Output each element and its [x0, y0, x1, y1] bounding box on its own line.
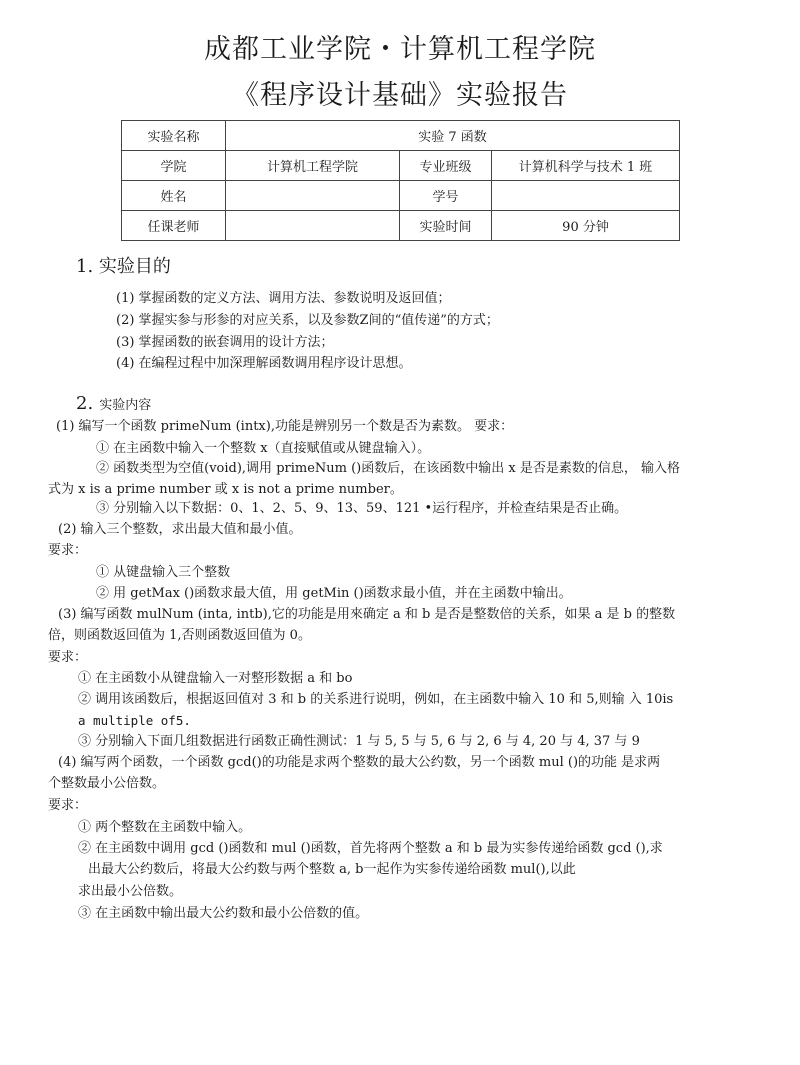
section-2-heading	[76, 392, 151, 418]
task-line: 式为 x is a prime number 或 x is not a prime number。	[48, 482, 403, 497]
task-line: ② 在主函数中调用 gcd ()函数和 mul ()函数，首先将两个整数 a 和 b 最为实参传递给函数 gcd (),求	[78, 841, 663, 856]
task-line: (2) 输入三个整数，求出最大值和最小值。	[58, 522, 302, 537]
task-line: ① 在主函数中输入一个整数 x（直接赋值或从键盘输入）。	[96, 441, 431, 456]
task-line: ③ 在主函数中输出最大公约数和最小公倍数的值。	[78, 906, 369, 921]
task-line: ② 用 getMax ()函数求最大值，用 getMin ()函数求最小值，并在主函数中输出。	[96, 586, 572, 601]
report-title-institution: 成都工业学院・计算机工程学院	[204, 34, 596, 65]
task-line: ① 在主函数小从键盘输入一对整形数据 a 和 bo	[78, 671, 353, 686]
name-value	[226, 181, 400, 211]
name-label: 姓名	[122, 181, 226, 211]
section-2-title: 实验内容	[99, 398, 152, 413]
task-line: (3) 编写函数 mulNum (inta, intb),它的功能是用來确定 a 和 b 是否是整数倍的关系，如果 a 是 b 的整数	[58, 607, 676, 622]
task-line: 求出最小公倍数。	[78, 884, 183, 899]
table-row	[122, 181, 680, 211]
teacher-label: 任课老师	[122, 211, 226, 241]
task-line: 出最大公约数后，将最大公约数与两个整数 a, b一起作为实参传递给函数 mul(),以此	[88, 862, 576, 877]
table-row	[122, 211, 680, 241]
id-value	[492, 181, 680, 211]
task-line: ① 从键盘输入三个整数	[96, 565, 231, 580]
task-line: a multiple of5.	[78, 713, 191, 728]
exp-name-value: 实验 7 函数	[226, 121, 680, 151]
task-line: (4) 编写两个函数，一个函数 gcd()的功能是求两个整数的最大公约数，另一个函数 mul ()的功能 是求两	[58, 755, 661, 770]
report-title-course: 《程序设计基础》实验报告	[232, 80, 568, 111]
task-line: ① 两个整数在主函数中输入。	[78, 820, 252, 835]
objective-item: (1) 掌握函数的定义方法、调用方法、参数说明及返回值；	[116, 291, 451, 306]
task-line: 要求：	[48, 798, 88, 813]
task-line: ② 函数类型为空值(void),调用 primeNum ()函数后，在该函数中输出 x 是否是素数的信息， 输入格	[96, 461, 680, 476]
objective-item: (4) 在编程过程中加深理解函数调用程序设计思想。	[116, 356, 412, 371]
task-line: ③ 分别输入以下数据：0、1、2、5、9、13、59、121 •运行程序，并检查结果是否止确。	[96, 501, 628, 516]
task-line: 倍，则函数返回值为 1,否则函数返回值为 0。	[48, 628, 311, 643]
class-value: 计算机科学与技术 1 班	[492, 151, 680, 181]
experiment-info-table	[121, 120, 680, 241]
college-value: 计算机工程学院	[226, 151, 400, 181]
exp-name-label: 实验名称	[122, 121, 226, 151]
teacher-value	[226, 211, 400, 241]
task-line: (1) 编写一个函数 primeNum (intx),功能是辨别另一个数是否为素数。 要求：	[56, 419, 514, 434]
section-2-number: 2.	[76, 393, 94, 414]
task-line: 要求：	[48, 543, 88, 558]
id-label: 学号	[400, 181, 492, 211]
task-line: 要求：	[48, 650, 88, 665]
objective-item: (3) 掌握函数的嵌套调用的设计方法；	[116, 335, 334, 350]
objective-item: (2) 掌握实参与形参的对应关系，以及参数Ζ间的“值传递”的方式；	[116, 313, 499, 328]
table-row	[122, 151, 680, 181]
time-value: 90 分钟	[492, 211, 680, 241]
college-label: 学院	[122, 151, 226, 181]
task-line: ③ 分别输入下面几组数据进行函数正确性测试：1 与 5, 5 与 5, 6 与 2, 6 与 4, 20 与 4, 37 与 9	[78, 734, 640, 749]
table-row	[122, 121, 680, 151]
time-label: 实验时间	[400, 211, 492, 241]
section-1-heading: 1. 实验目的	[76, 256, 171, 277]
class-label: 专业班级	[400, 151, 492, 181]
task-line: ② 调用该函数后，根据返回值对 3 和 b 的关系进行说明，例如，在主函数中输入 10 和 5,则输 入 10is	[78, 692, 674, 707]
task-line: 个整数最小公倍数。	[48, 776, 166, 791]
